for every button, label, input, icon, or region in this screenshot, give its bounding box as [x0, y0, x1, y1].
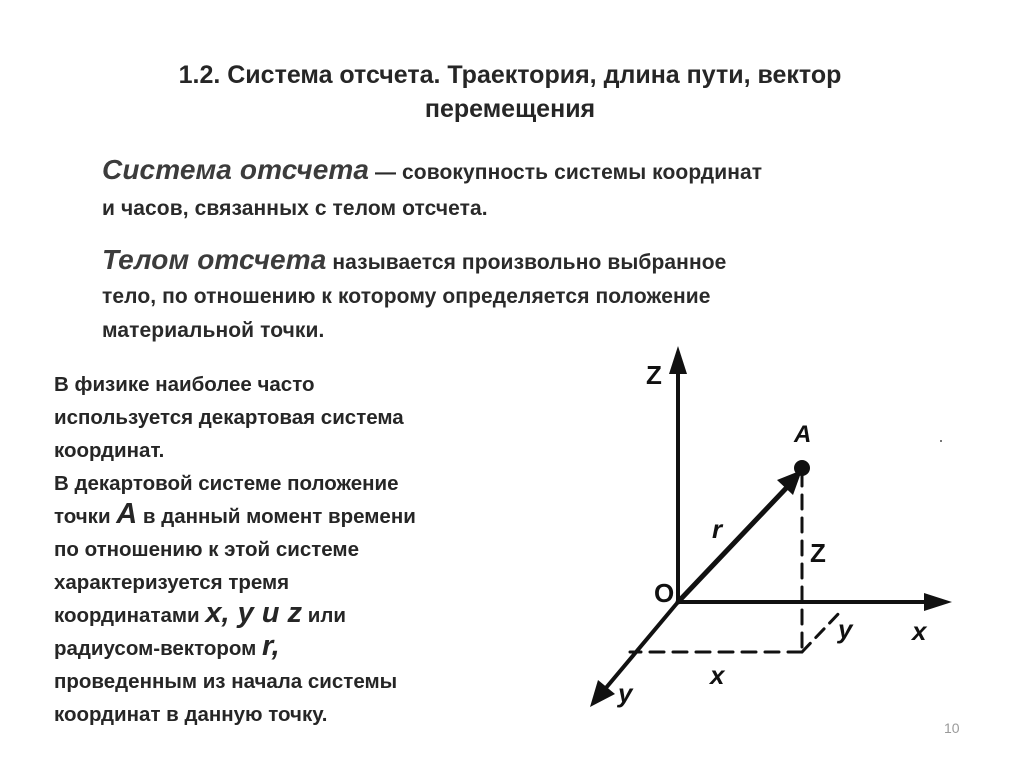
- radius-vector: [678, 482, 792, 602]
- r-label: r: [712, 514, 723, 544]
- body-line-2: используется декартовая система: [54, 406, 404, 429]
- point-a-symbol: A: [116, 498, 138, 530]
- def1-text-line2: и часов, связанных с телом отсчета.: [102, 197, 488, 220]
- page-number: 10: [944, 720, 960, 736]
- def2-text-line3: материальной точки.: [102, 319, 325, 342]
- body-line-9: [54, 632, 524, 665]
- body-line-10: проведенным из начала системы: [54, 670, 398, 693]
- body-line-8-start: координатами: [54, 604, 206, 627]
- coordinates-symbols: x, y и z: [205, 597, 303, 629]
- origin-label: O: [654, 578, 675, 608]
- y-axis: [600, 602, 678, 695]
- def2-text-line1: называется произвольно выбранное: [326, 251, 727, 274]
- stray-dot: [940, 440, 942, 442]
- cartesian-description: [54, 368, 524, 731]
- body-line-4: В декартовой системе положение: [54, 472, 399, 495]
- body-line-3: координат.: [54, 439, 165, 462]
- body-line-8: [54, 599, 524, 632]
- y-axis-label: y: [618, 678, 633, 708]
- def2-text-line2: тело, по отношению к которому определяется положение: [102, 285, 711, 308]
- body-line-8-end: или: [302, 604, 346, 627]
- z-axis-label: Z: [646, 360, 662, 390]
- z-axis-arrowhead: [669, 346, 687, 374]
- body-line-5-start: точки: [54, 505, 117, 528]
- cartesian-diagram: [560, 330, 1000, 730]
- point-a-label: A: [794, 421, 812, 448]
- x-axis-arrowhead: [924, 593, 952, 611]
- body-line-1: В физике наиболее часто: [54, 373, 315, 396]
- term-reference-system: Система отсчета: [102, 154, 370, 185]
- body-line-6: по отношению к этой системе: [54, 538, 359, 561]
- slide-title: [60, 58, 960, 126]
- body-line-9-start: радиусом-вектором: [54, 637, 262, 660]
- slide-title-line2: перемещения: [424, 95, 596, 123]
- def1-text-line1: — совокупность системы координат: [369, 161, 763, 184]
- body-line-7: характеризуется тремя: [54, 571, 290, 594]
- definition-reference-system: [102, 152, 942, 227]
- term-reference-body: Телом отсчета: [102, 244, 327, 275]
- z-projection-label: Z: [810, 538, 826, 568]
- point-a-dot: [794, 460, 810, 476]
- body-line-11: координат в данную точку.: [54, 703, 328, 726]
- radius-vector-symbol: r,: [262, 630, 280, 662]
- y-projection-line: [802, 610, 842, 652]
- slide-title-line1: 1.2. Система отсчета. Траектория, длина пути, вектор: [178, 61, 842, 89]
- y-projection-label: y: [838, 614, 853, 644]
- x-axis-label: x: [912, 616, 927, 646]
- x-projection-label: x: [710, 660, 725, 690]
- body-line-5-end: в данный момент времени: [137, 505, 416, 528]
- body-line-5: [54, 500, 524, 533]
